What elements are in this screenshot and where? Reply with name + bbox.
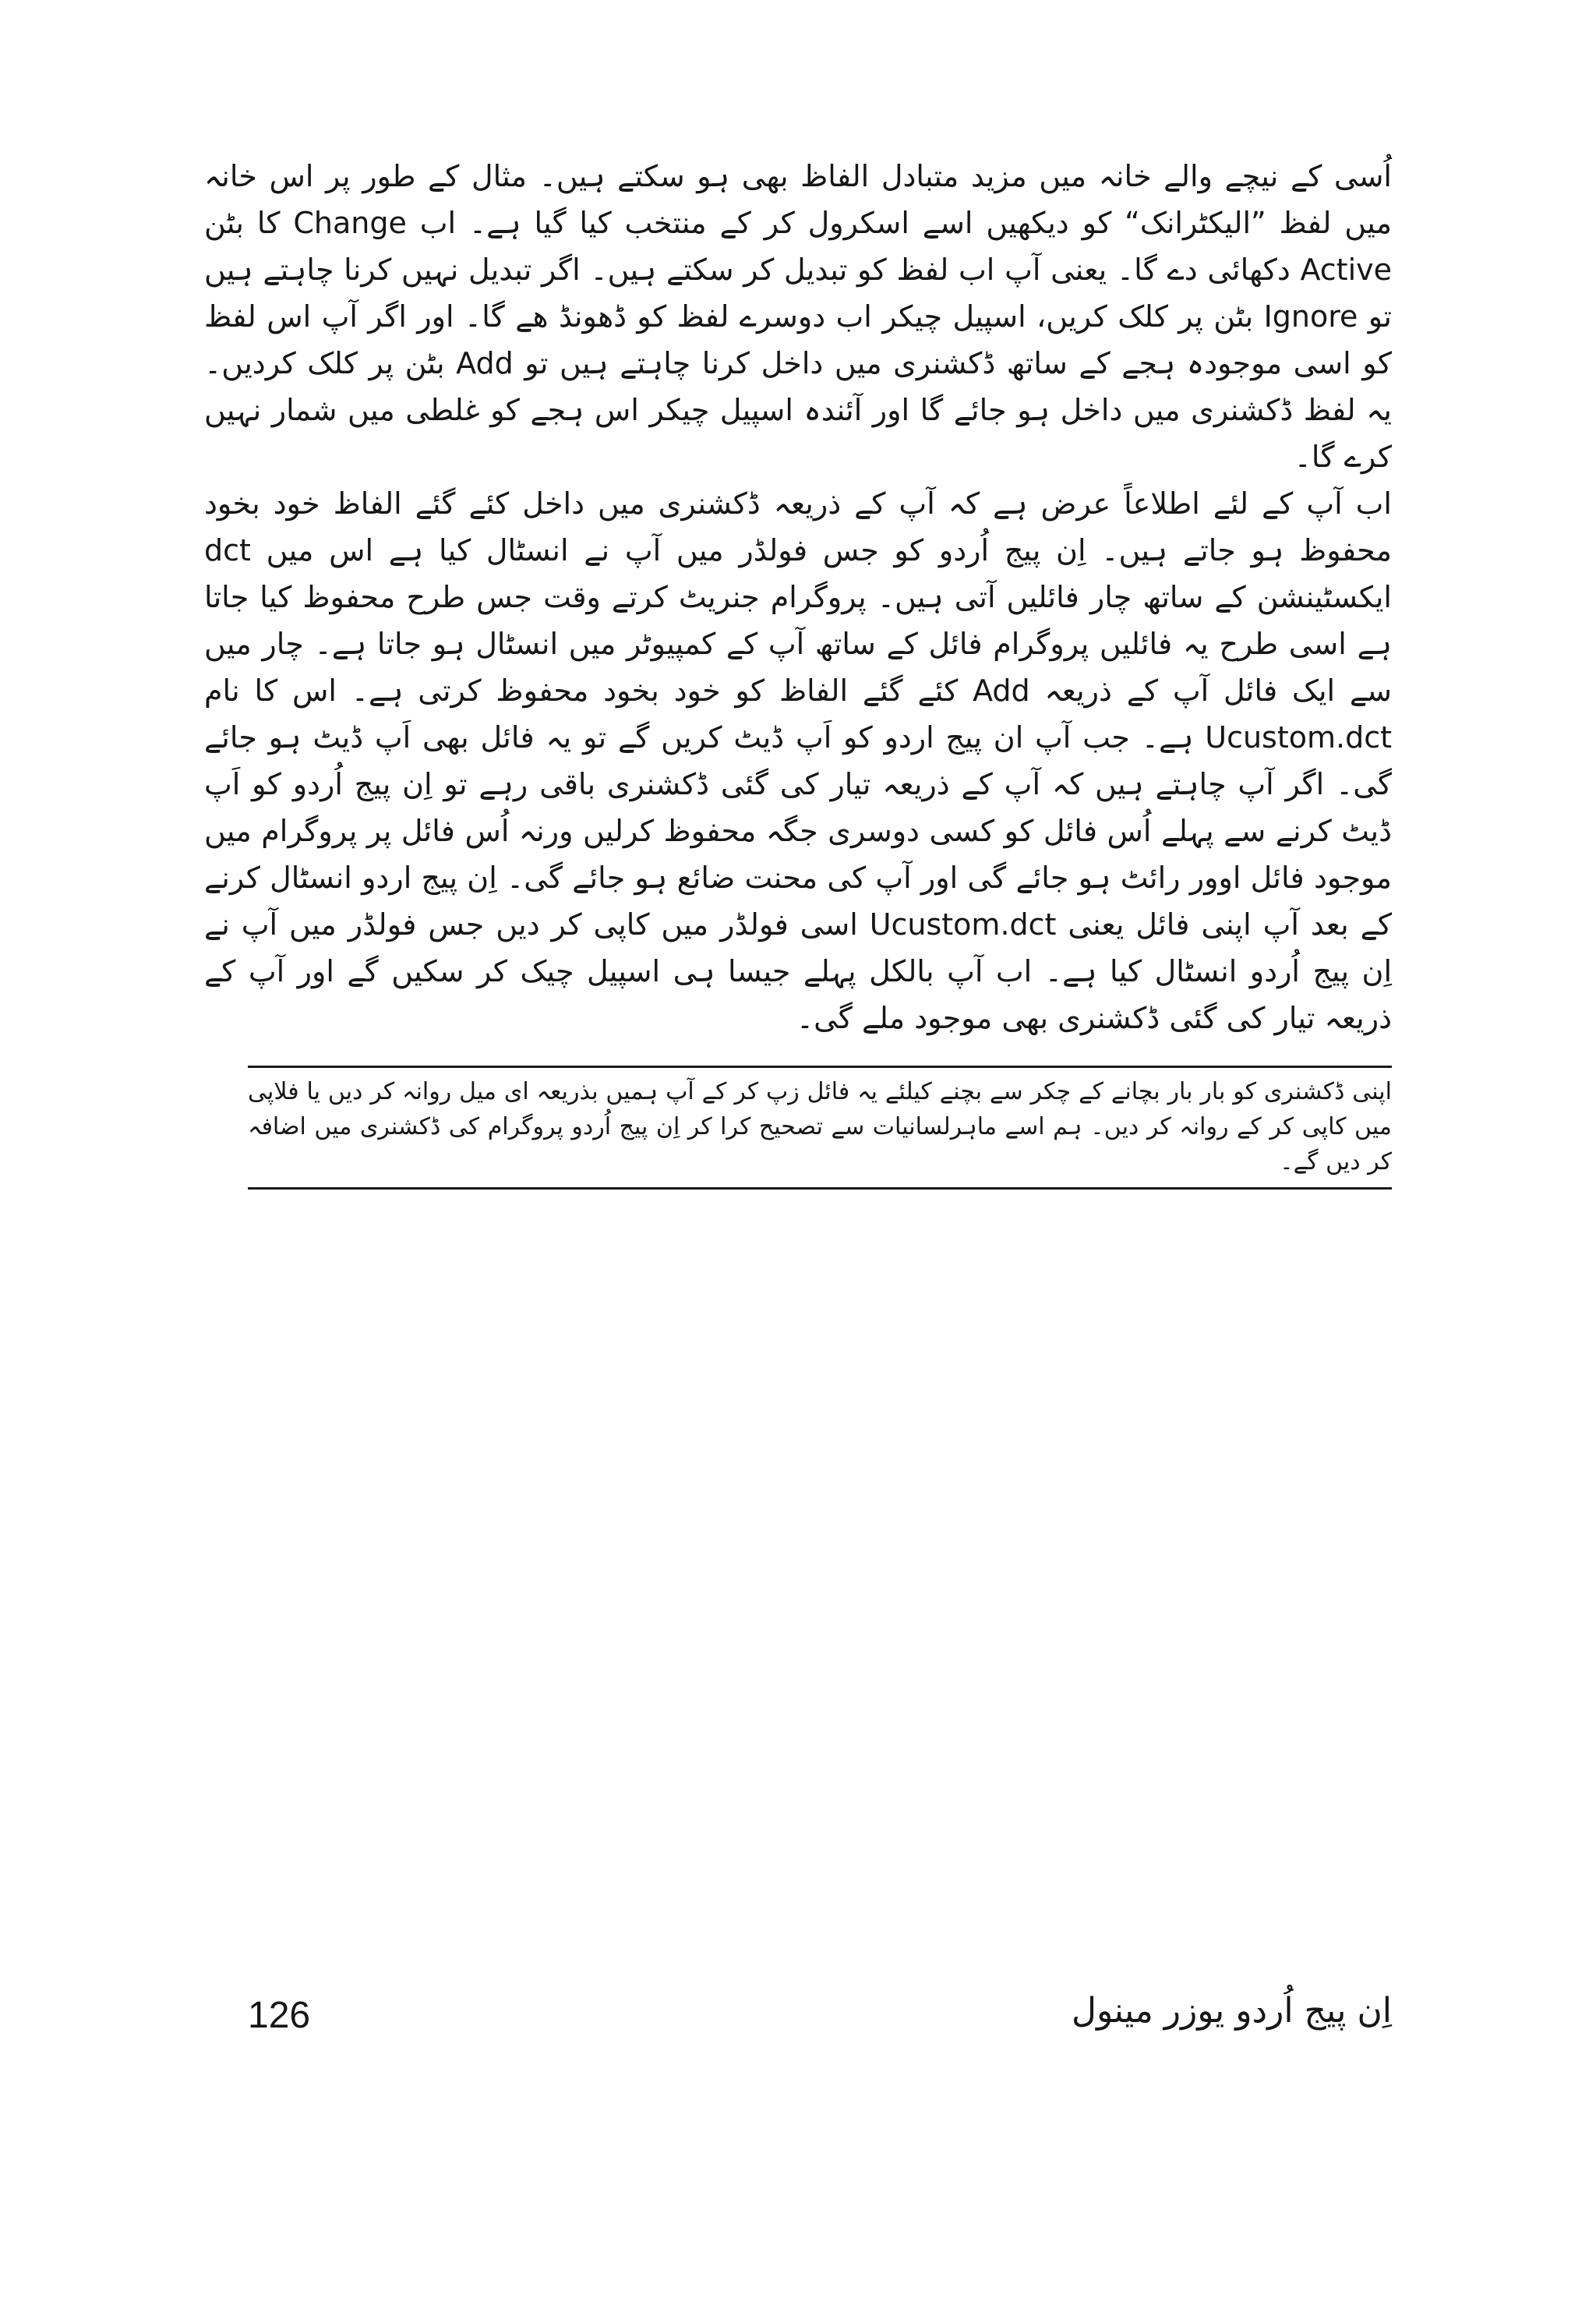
footnote-text: اپنی ڈکشنری کو بار بار بچانے کے چکر سے بچنے کیلئے یہ فائل زپ کر کے آپ ہمیں بذریعہ ای میل روانہ کر دیں یا فلاپی میں کاپی کر کے روانہ کر دیں۔ ہم اسے ماہرلسانیات سے تصحیح کرا کر اِن پیج اُردو پروگرام کی ڈکشنری میں اضافہ کر دیں گے۔	[248, 1078, 1392, 1176]
paragraph-spell-check-suggestions: اُسی کے نیچے والے خانہ میں مزید متبادل الفاظ بھی ہو سکتے ہیں۔ مثال کے طور پر اس خانہ میں لفظ ”الیکٹرانک“ کو دیکھیں اسے اسکرول کر کے منتخب کیا گیا ہے۔ اب Change کا بٹن Active دکھائی دے گا۔ یعنی آپ اب لفظ کو تبدیل کر سکتے ہیں۔ اگر تبدیل نہیں کرنا چاہتے ہیں تو Ignore بٹن پر کلک کریں، اسپیل چیکر اب دوسرے لفظ کو ڈھونڈ ھے گا۔ اور اگر آپ اس لفظ کو اسی موجودہ ہجے کے ساتھ ڈکشنری میں داخل کرنا چاہتے ہیں تو Add بٹن پر کلک کردیں۔ یہ لفظ ڈکشنری میں داخل ہو جائے گا اور آئندہ اسپیل چیکر اس ہجے کو غلطی میں شمار نہیں کرے گا۔	[204, 159, 1393, 474]
paragraph-custom-dictionary: اب آپ کے لئے اطلاعاً عرض ہے کہ آپ کے ذریعہ ڈکشنری میں داخل کئے گئے الفاظ خود بخود محفوظ ہو جاتے ہیں۔ اِن پیج اُردو کو جس فولڈر میں آپ نے انسٹال کیا ہے اس میں dct ایکسٹینشن کے ساتھ چار فائلیں آتی ہیں۔ پروگرام جنریٹ کرتے وقت جس طرح محفوظ کیا جاتا ہے اسی طرح یہ فائلیں پروگرام فائل کے ساتھ آپ کے کمپیوٹر میں انسٹال ہو جاتا ہے۔ چار میں سے ایک فائل آپ کے ذریعہ Add کئے گئے الفاظ کو خود بخود محفوظ کرتی ہے۔ اس کا نام Ucustom.dct ہے۔ جب آپ ان پیج اردو کو اَپ ڈیٹ کریں گے تو یہ فائل بھی اَپ ڈیٹ ہو جائے گی۔ اگر آپ چاہتے ہیں کہ آپ کے ذریعہ تیار کی گئی ڈکشنری باقی رہے تو اِن پیج اُردو کو اَپ ڈیٹ کرنے سے پہلے اُس فائل کو کسی دوسری جگہ محفوظ کرلیں ورنہ اُس فائل پر پروگرام میں موجود فائل اوور رائٹ ہو جائے گی اور آپ کی محنت ضائع ہو جائے گی۔ اِن پیج اردو انسٹال کرنے کے بعد آپ اپنی فائل یعنی Ucustom.dct اسی فولڈر میں کاپی کر دیں جس فولڈر میں آپ نے اِن پیج اُردو انسٹال کیا ہے۔ اب آپ بالکل پہلے جیسا ہی اسپیل چیک کر سکیں گے اور آپ کے ذریعہ تیار کی گئی ڈکشنری بھی موجود ملے گی۔	[204, 486, 1392, 1035]
body-text	[204, 153, 1392, 1041]
footnote-box	[248, 1066, 1392, 1190]
running-title: اِن پیج اُردو یوزر مینول	[1071, 1991, 1392, 2031]
page-number: 126	[248, 1995, 311, 2036]
page-footer	[204, 1986, 1392, 2049]
